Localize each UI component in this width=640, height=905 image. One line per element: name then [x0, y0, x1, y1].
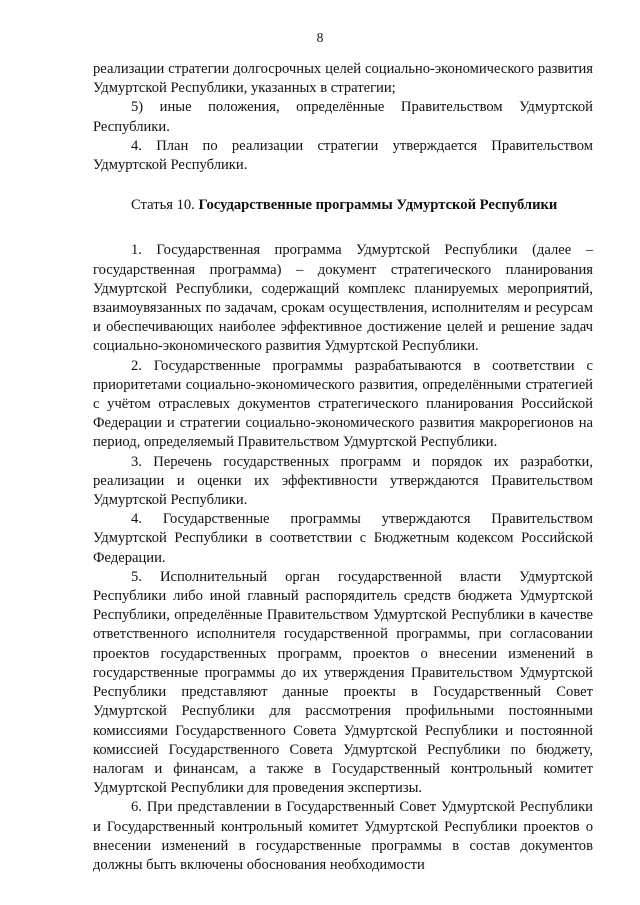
page-number: 8 — [316, 30, 324, 45]
paragraph-item-4: 4. План по реализации стратегии утверждается Правительством Удмуртской Республики. — [93, 137, 593, 174]
article-paragraph-5: 5. Исполнительный орган государственной власти Удмуртской Республики либо иной главный распорядитель средств бюджета Удмуртской Республики, определённые Правительством Удмуртской Республики в качестве ответственного исполнителя государственной программы, при согласовании проектов государственных программ, проектов о внесении изменений в государственные программы до их утверждения Правительством Удмуртской Республики представляют данные проекты в Государственный Совет Удмуртской Республики для рассмотрения профильными постоянными комиссиями Государственного Совета Удмуртской Республики и постоянной комиссией Государственного Совета Удмуртской Республики по бюджету, налогам и финансам, а также в Государственный контрольный комитет Удмуртской Республики для проведения экспертизы. — [93, 568, 593, 797]
document-body — [93, 60, 593, 875]
paragraph-item-5: 5) иные положения, определённые Правительством Удмуртской Республики. — [93, 99, 593, 135]
article-title: Государственные программы Удмуртской Республики — [198, 197, 558, 214]
article-paragraph-2: 2. Государственные программы разрабатываются в соответствии с приоритетами социально-экономического развития, определёнными стратегией с учётом отраслевых документов стратегического планирования Российской Федерации и стратегии социально-экономического развития макрорегионов на период, определяемый Правительством Удмуртской Республики. — [93, 357, 593, 451]
paragraph-continuation: реализации стратегии долгосрочных целей социально-экономического развития Удмуртской Республики, указанных в стратегии; — [93, 61, 593, 97]
article-paragraph-6: 6. При представлении в Государственный Совет Удмуртской Республики и Государственный контрольный комитет Удмуртской Республики проектов о внесении изменений в государственные программы в состав документов должны быть включены обоснования необходимости — [93, 799, 593, 873]
article-paragraph-4: 4. Государственные программы утверждаются Правительством Удмуртской Республики в соответствии с Бюджетным кодексом Российской Федерации. — [93, 511, 593, 566]
article-paragraph-3: 3. Перечень государственных программ и порядок их разработки, реализации и оценки их эффективности утверждаются Правительством Удмуртской Республики. — [93, 453, 593, 509]
article-heading — [93, 196, 593, 215]
article-prefix: Статья 10. — [131, 197, 195, 214]
article-paragraph-1: 1. Государственная программа Удмуртской Республики (далее – государственная программа) – документ стратегического планирования Удмуртской Республики, содержащий комплекс планируемых мероприятий, взаимоувязанных по задачам, срокам осуществления, исполнителям и ресурсам и обеспечивающих наиболее эффективное достижение целей и решение задач социально-экономического развития Удмуртской Республики. — [93, 242, 593, 355]
